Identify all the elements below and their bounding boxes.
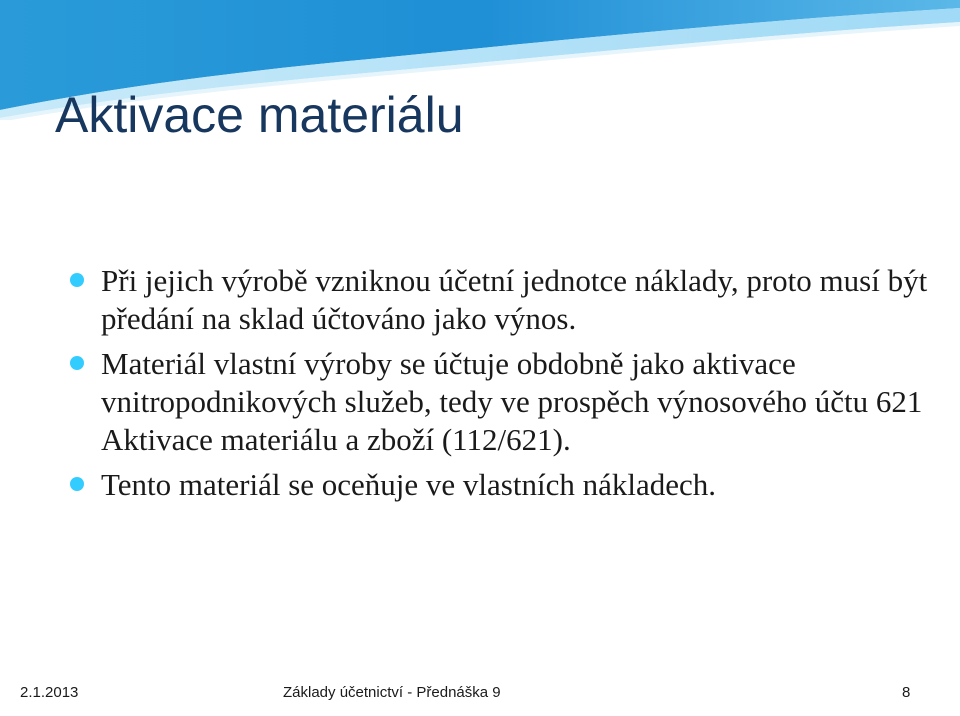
page-number: 8 <box>902 684 911 701</box>
bullet-item <box>70 466 930 504</box>
bullet-text: Při jejich výrobě vzniknou účetní jednotce náklady, proto musí být předání na sklad účtováno jako výnos. <box>101 263 928 336</box>
bullet-dot-icon <box>70 356 84 370</box>
bullet-dot-icon <box>70 273 84 287</box>
bullet-text: Materiál vlastní výroby se účtuje obdobně jako aktivace vnitropodnikových služeb, tedy ve prospěch výnosového účtu 621 Aktivace materiálu a zboží (112/621). <box>101 346 923 457</box>
bullet-text: Tento materiál se oceňuje ve vlastních nákladech. <box>101 467 716 502</box>
bullet-item <box>70 345 930 459</box>
bullet-dot-icon <box>70 477 84 491</box>
footer-title: Základy účetnictví - Přednáška 9 <box>283 684 501 701</box>
bullet-item <box>70 262 930 338</box>
footer-date: 2.1.2013 <box>20 684 79 701</box>
slide-title: Aktivace materiálu <box>55 87 464 143</box>
bullet-list <box>70 262 930 504</box>
